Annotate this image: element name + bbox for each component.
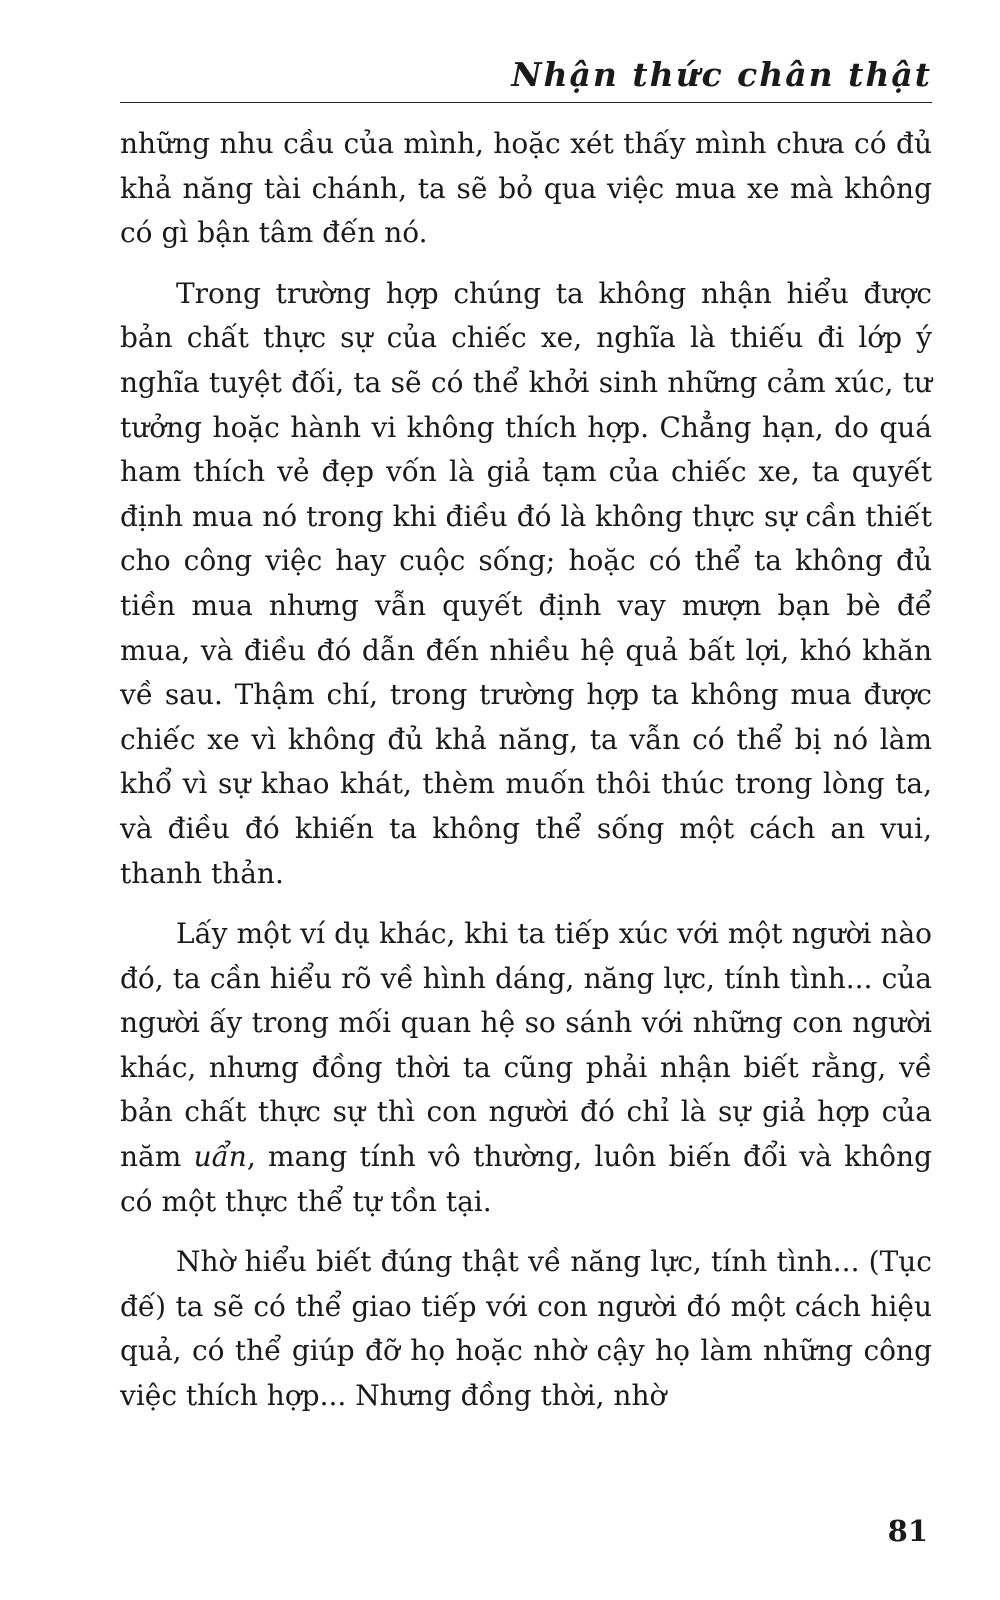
- paragraph-continued: những nhu cầu của mình, hoặc xét thấy mình chưa có đủ khả năng tài chánh, ta sẽ bỏ qua việc mua xe mà không có gì bận tâm đến nó.: [120, 127, 932, 250]
- running-header-title: Nhận thức chân thật: [511, 55, 932, 94]
- paragraph-text-after: , mang tính vô thường, luôn biến đổi và không có một thực thể tự tồn tại.: [120, 1140, 932, 1218]
- running-header: [120, 52, 932, 103]
- paragraph-person-example: [120, 912, 932, 1224]
- paragraph-text-before: Lấy một ví dụ khác, khi ta tiếp xúc với một người nào đó, ta cần hiểu rõ về hình dáng, năng lực, tính tình... của người ấy trong mối quan hệ so sánh với những con người khác, nhưng đồng thời ta cũng phải nhận biết rằng, về bản chất thực sự thì con người đó chỉ là sự giả hợp của năm: [120, 917, 932, 1174]
- page-number: 81: [887, 1514, 928, 1548]
- paragraph-understanding: Nhờ hiểu biết đúng thật về năng lực, tính tình... (Tục đế) ta sẽ có thể giao tiếp với con người đó một cách hiệu quả, có thể giúp đỡ họ hoặc nhờ cậy họ làm những công việc thích hợp... Nhưng đồng thời, nhờ: [120, 1245, 932, 1413]
- emphasized-term: uẩn: [193, 1140, 247, 1174]
- paragraph-car-example: Trong trường hợp chúng ta không nhận hiểu được bản chất thực sự của chiếc xe, nghĩa là thiếu đi lớp ý nghĩa tuyệt đối, ta sẽ có thể khởi sinh những cảm xúc, tư tưởng hoặc hành vi không thích hợp. Chẳng hạn, do quá ham thích vẻ đẹp vốn là giả tạm của chiếc xe, ta quyết định mua nó trong khi điều đó là không thực sự cần thiết cho công việc hay cuộc sống; hoặc có thể ta không đủ tiền mua nhưng vẫn quyết định vay mượn bạn bè để mua, và điều đó dẫn đến nhiều hệ quả bất lợi, khó khăn về sau. Thậm chí, trong trường hợp ta không mua được chiếc xe vì không đủ khả năng, ta vẫn có thể bị nó làm khổ vì sự khao khát, thèm muốn thôi thúc trong lòng ta, và điều đó khiến ta không thể sống một cách an vui, thanh thản.: [120, 276, 932, 890]
- body-text: [120, 122, 932, 1419]
